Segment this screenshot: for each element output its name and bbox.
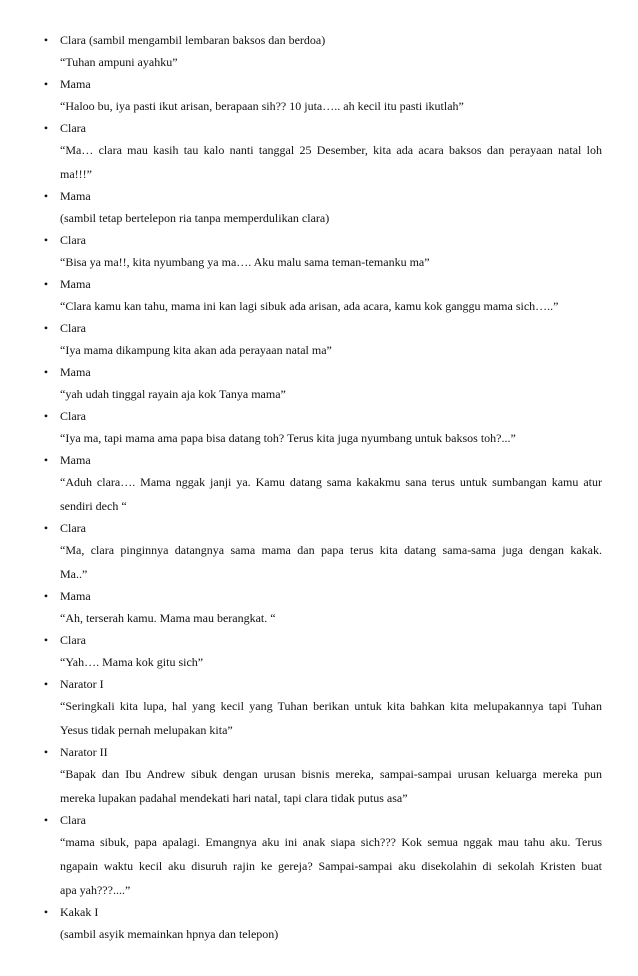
bullet-icon: •	[43, 633, 49, 647]
dialogue-line: “yah udah tinggal rayain aja kok Tanya mama”	[60, 387, 286, 401]
bullet-icon: •	[43, 521, 49, 535]
dialogue-entry	[0, 406, 638, 450]
speaker-name: Narator I	[60, 677, 104, 691]
bullet-icon: •	[43, 121, 49, 135]
bullet-icon: •	[43, 189, 49, 203]
bullet-icon: •	[43, 905, 49, 919]
script-page	[0, 30, 638, 946]
dialogue-line: “Haloo bu, iya pasti ikut arisan, berapaan sih?? 10 juta….. ah kecil itu pasti ikutlah”	[60, 99, 464, 113]
speaker-name: Mama	[60, 189, 91, 203]
dialogue-entry	[0, 274, 638, 318]
bullet-icon: •	[43, 409, 49, 423]
bullet-icon: •	[43, 77, 49, 91]
dialogue-line: “Ma… clara mau kasih tau kalo nanti tanggal 25 Desember, kita ada acara baksos dan perayaan natal loh	[60, 143, 602, 157]
dialogue-entry	[0, 450, 638, 518]
speaker-name: Mama	[60, 365, 91, 379]
speaker-name: Clara	[60, 521, 86, 535]
dialogue-line: “Iya mama dikampung kita akan ada perayaan natal ma”	[60, 343, 332, 357]
dialogue-entry	[0, 586, 638, 630]
dialogue-line: “Bisa ya ma!!, kita nyumbang ya ma…. Aku malu sama teman-temanku ma”	[60, 255, 430, 269]
dialogue-line: “Iya ma, tapi mama ama papa bisa datang toh? Terus kita juga nyumbang untuk baksos toh?...”	[60, 431, 516, 445]
dialogue-line: “Clara kamu kan tahu, mama ini kan lagi sibuk ada arisan, ada acara, kamu kok ganggu mama sich…..”	[60, 299, 559, 313]
speaker-name: Clara	[60, 633, 86, 647]
bullet-icon: •	[43, 33, 49, 47]
dialogue-entry	[0, 902, 638, 946]
dialogue-line: ngapain waktu kecil aku disuruh rajin ke gereja? Sampai-sampai aku disekolahin di sekolah Kristen buat	[60, 859, 602, 873]
dialogue-line: apa yah???....”	[60, 883, 131, 897]
dialogue-entry	[0, 230, 638, 274]
dialogue-line: “Seringkali kita lupa, hal yang kecil yang Tuhan berikan untuk kita bahkan kita melupakannya tapi Tuhan	[60, 699, 602, 713]
dialogue-line: “Ah, terserah kamu. Mama mau berangkat. “	[60, 611, 276, 625]
dialogue-entry	[0, 362, 638, 406]
bullet-icon: •	[43, 589, 49, 603]
dialogue-line: mereka lupakan padahal mendekati hari natal, tapi clara tidak putus asa”	[60, 791, 408, 805]
speaker-name: Clara	[60, 409, 86, 423]
speaker-name: Narator II	[60, 745, 108, 759]
bullet-icon: •	[43, 745, 49, 759]
bullet-icon: •	[43, 277, 49, 291]
dialogue-line: sendiri dech “	[60, 499, 127, 513]
speaker-name: Clara	[60, 233, 86, 247]
dialogue-line: Yesus tidak pernah melupakan kita”	[60, 723, 233, 737]
bullet-icon: •	[43, 677, 49, 691]
bullet-icon: •	[43, 813, 49, 827]
speaker-name: Clara	[60, 813, 86, 827]
speaker-name: Mama	[60, 77, 91, 91]
dialogue-line: “Aduh clara…. Mama nggak janji ya. Kamu datang sama kakakmu sana terus untuk sumbangan kamu atur	[60, 475, 602, 489]
dialogue-entry	[0, 118, 638, 186]
speaker-name: Mama	[60, 277, 91, 291]
dialogue-entry	[0, 186, 638, 230]
bullet-icon: •	[43, 321, 49, 335]
dialogue-entry	[0, 810, 638, 902]
dialogue-line: ma!!!”	[60, 167, 92, 181]
speaker-name: Clara	[60, 121, 86, 135]
bullet-icon: •	[43, 233, 49, 247]
dialogue-line: “Tuhan ampuni ayahku”	[60, 55, 178, 69]
dialogue-entry	[0, 318, 638, 362]
speaker-name: Clara	[60, 321, 86, 335]
dialogue-line: “Yah…. Mama kok gitu sich”	[60, 655, 204, 669]
bullet-icon: •	[43, 365, 49, 379]
dialogue-line: “mama sibuk, papa apalagi. Emangnya aku ini anak siapa sich??? Kok semua nggak mau tahu aku. Terus	[60, 835, 602, 849]
dialogue-line: (sambil asyik memainkan hpnya dan telepon)	[60, 927, 279, 941]
dialogue-entry	[0, 742, 638, 810]
speaker-name: Kakak I	[60, 905, 99, 919]
dialogue-entry	[0, 74, 638, 118]
speaker-name: Clara (sambil mengambil lembaran baksos dan berdoa)	[60, 33, 326, 47]
speaker-name: Mama	[60, 589, 91, 603]
dialogue-line: “Ma, clara pinginnya datangnya sama mama dan papa terus kita datang sama-sama juga dengan kakak.	[60, 543, 602, 557]
dialogue-line: “Bapak dan Ibu Andrew sibuk dengan urusan bisnis mereka, sampai-sampai urusan keluarga mereka pun	[60, 767, 602, 781]
dialogue-entry	[0, 674, 638, 742]
dialogue-line: Ma..”	[60, 567, 88, 581]
dialogue-entry	[0, 30, 638, 74]
bullet-icon: •	[43, 453, 49, 467]
dialogue-entry	[0, 630, 638, 674]
dialogue-entry	[0, 518, 638, 586]
speaker-name: Mama	[60, 453, 91, 467]
dialogue-line: (sambil tetap bertelepon ria tanpa memperdulikan clara)	[60, 211, 330, 225]
